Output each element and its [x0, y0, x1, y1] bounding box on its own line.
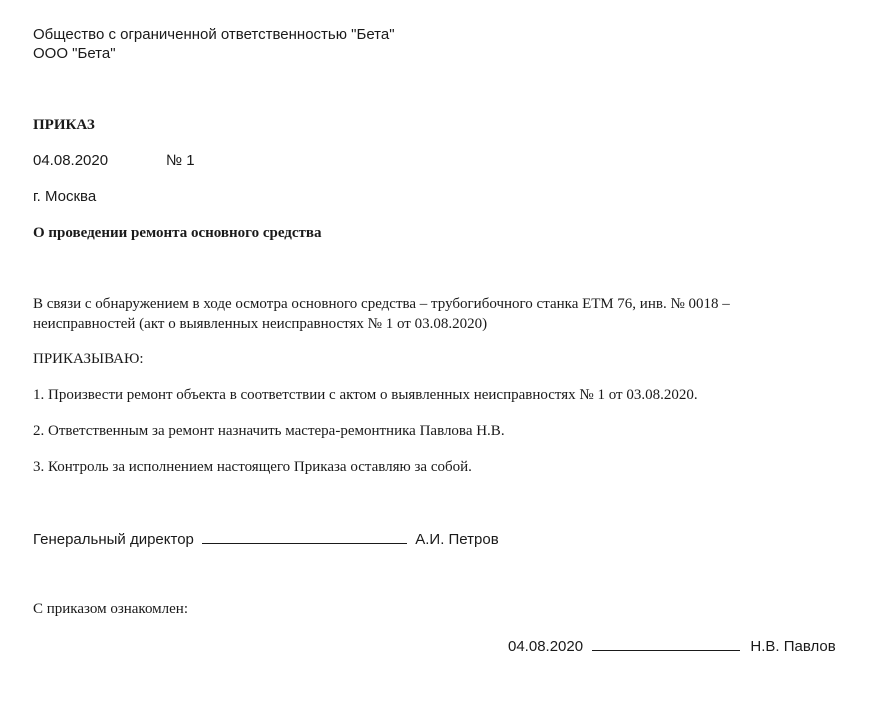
order-item-2: 2. Ответственным за ремонт назначить мастера-ремонтника Павлова Н.В. — [33, 423, 505, 439]
acknowledgement-signature-row — [508, 636, 836, 656]
order-title: ПРИКАЗ — [33, 117, 95, 133]
org-full-name: Общество с ограниченной ответственностью "Бета" — [33, 26, 395, 43]
acknowledgement-label: С приказом ознакомлен: — [33, 601, 189, 617]
org-short-name: ООО "Бета" — [33, 45, 116, 62]
order-word: ПРИКАЗЫВАЮ: — [33, 351, 144, 367]
acknowledgement-name: Н.В. Павлов — [750, 638, 836, 655]
order-date: 04.08.2020 — [33, 152, 109, 169]
order-subject: О проведении ремонта основного средства — [33, 225, 322, 241]
preamble-line-2: неисправностей (акт о выявленных неисправностях № 1 от 03.08.2020) — [33, 316, 488, 332]
acknowledgement-date: 04.08.2020 — [508, 638, 584, 655]
director-position: Генеральный директор — [33, 531, 194, 548]
preamble-line-1-text: В связи с обнаружением в ходе осмотра основного средства – трубогибочного станка ЕТМ 76, инв. № 0018 – — [33, 296, 730, 312]
order-number: № 1 — [166, 152, 195, 169]
director-signature-line — [202, 529, 407, 544]
preamble-line-1 — [33, 295, 730, 313]
order-city: г. Москва — [33, 188, 97, 205]
order-item-1: 1. Произвести ремонт объекта в соответствии с актом о выявленных неисправностях № 1 от 03.08.2020. — [33, 387, 698, 403]
acknowledgement-signature-line — [592, 636, 740, 651]
director-signature-row — [33, 529, 499, 549]
director-name: А.И. Петров — [415, 531, 499, 548]
order-item-3: 3. Контроль за исполнением настоящего Приказа оставляю за собой. — [33, 459, 472, 475]
